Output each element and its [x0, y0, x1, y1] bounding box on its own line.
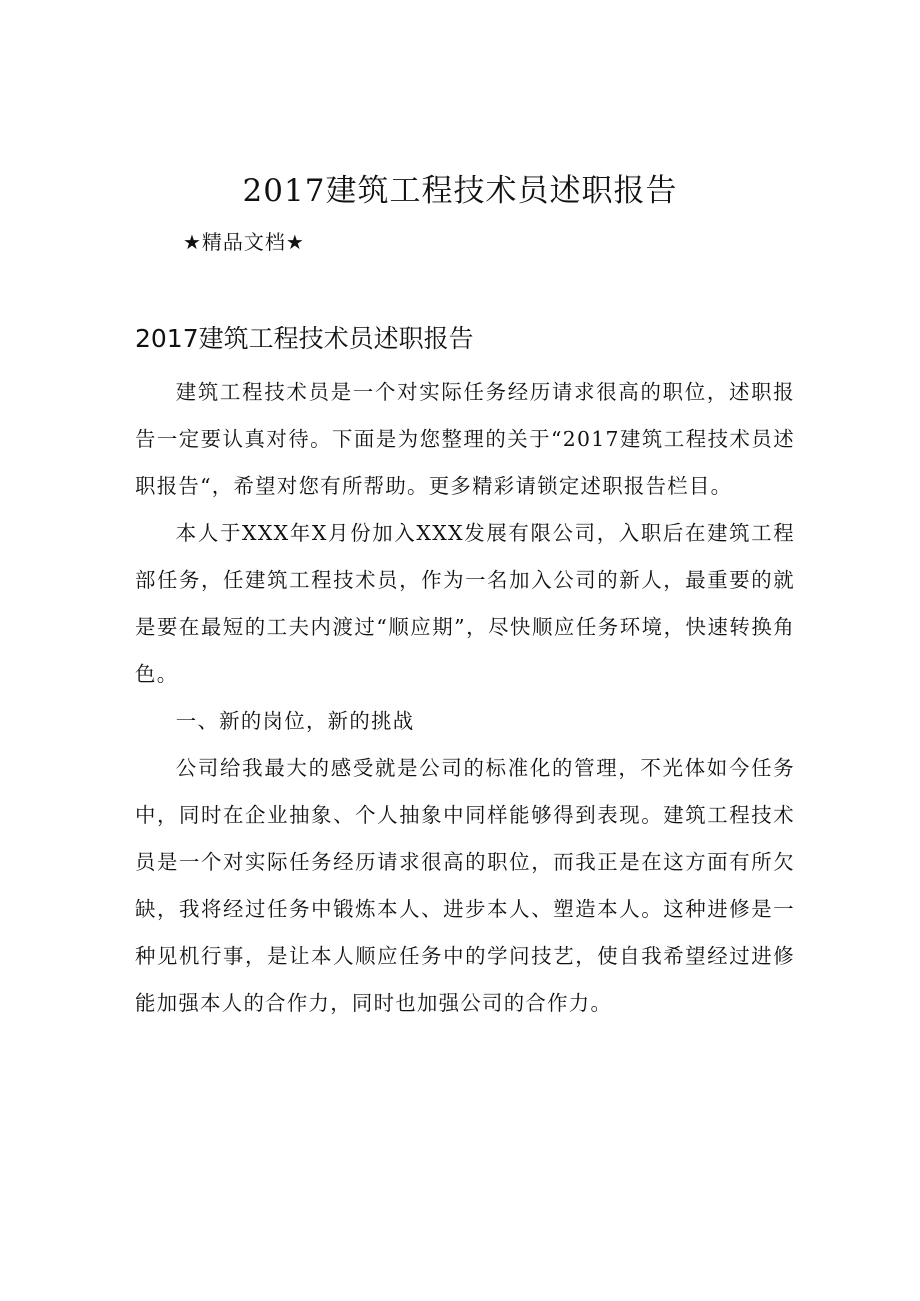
paragraph-background: 本人于XXX年X月份加入XXX发展有限公司，入职后在建筑工程部任务，任建筑工程技术员，作为一名加入公司的新人，最重要的就是要在最短的工夫内渡过“顺应期”，尽快顺应任务环境，快速转换角色。: [135, 521, 795, 686]
paragraph-subheading: 一、新的岗位，新的挑战: [175, 709, 415, 733]
document-title: 2017建筑工程技术员述职报告: [242, 173, 678, 209]
section-heading: 2017建筑工程技术员述职报告: [135, 324, 474, 353]
document-body: [135, 369, 795, 1027]
paragraph-intro: 建筑工程技术员是一个对实际任务经历请求很高的职位，述职报告一定要认真对待。下面是为您整理的关于“2017建筑工程技术员述职报告“，希望对您有所帮助。更多精彩请锁定述职报告栏目。: [135, 380, 795, 498]
quality-tag: ★精品文档★: [183, 230, 305, 254]
paragraph-challenge: 公司给我最大的感受就是公司的标准化的管理，不光体如今任务中，同时在企业抽象、个人抽象中同样能够得到表现。建筑工程技术员是一个对实际任务经历请求很高的职位，而我正是在这方面有所欠缺，我将经过任务中锻炼本人、进步本人、塑造本人。这种进修是一种见机行事，是让本人顺应任务中的学问技艺，使自我希望经过进修能加强本人的合作力，同时也加强公司的合作力。: [135, 756, 795, 1015]
